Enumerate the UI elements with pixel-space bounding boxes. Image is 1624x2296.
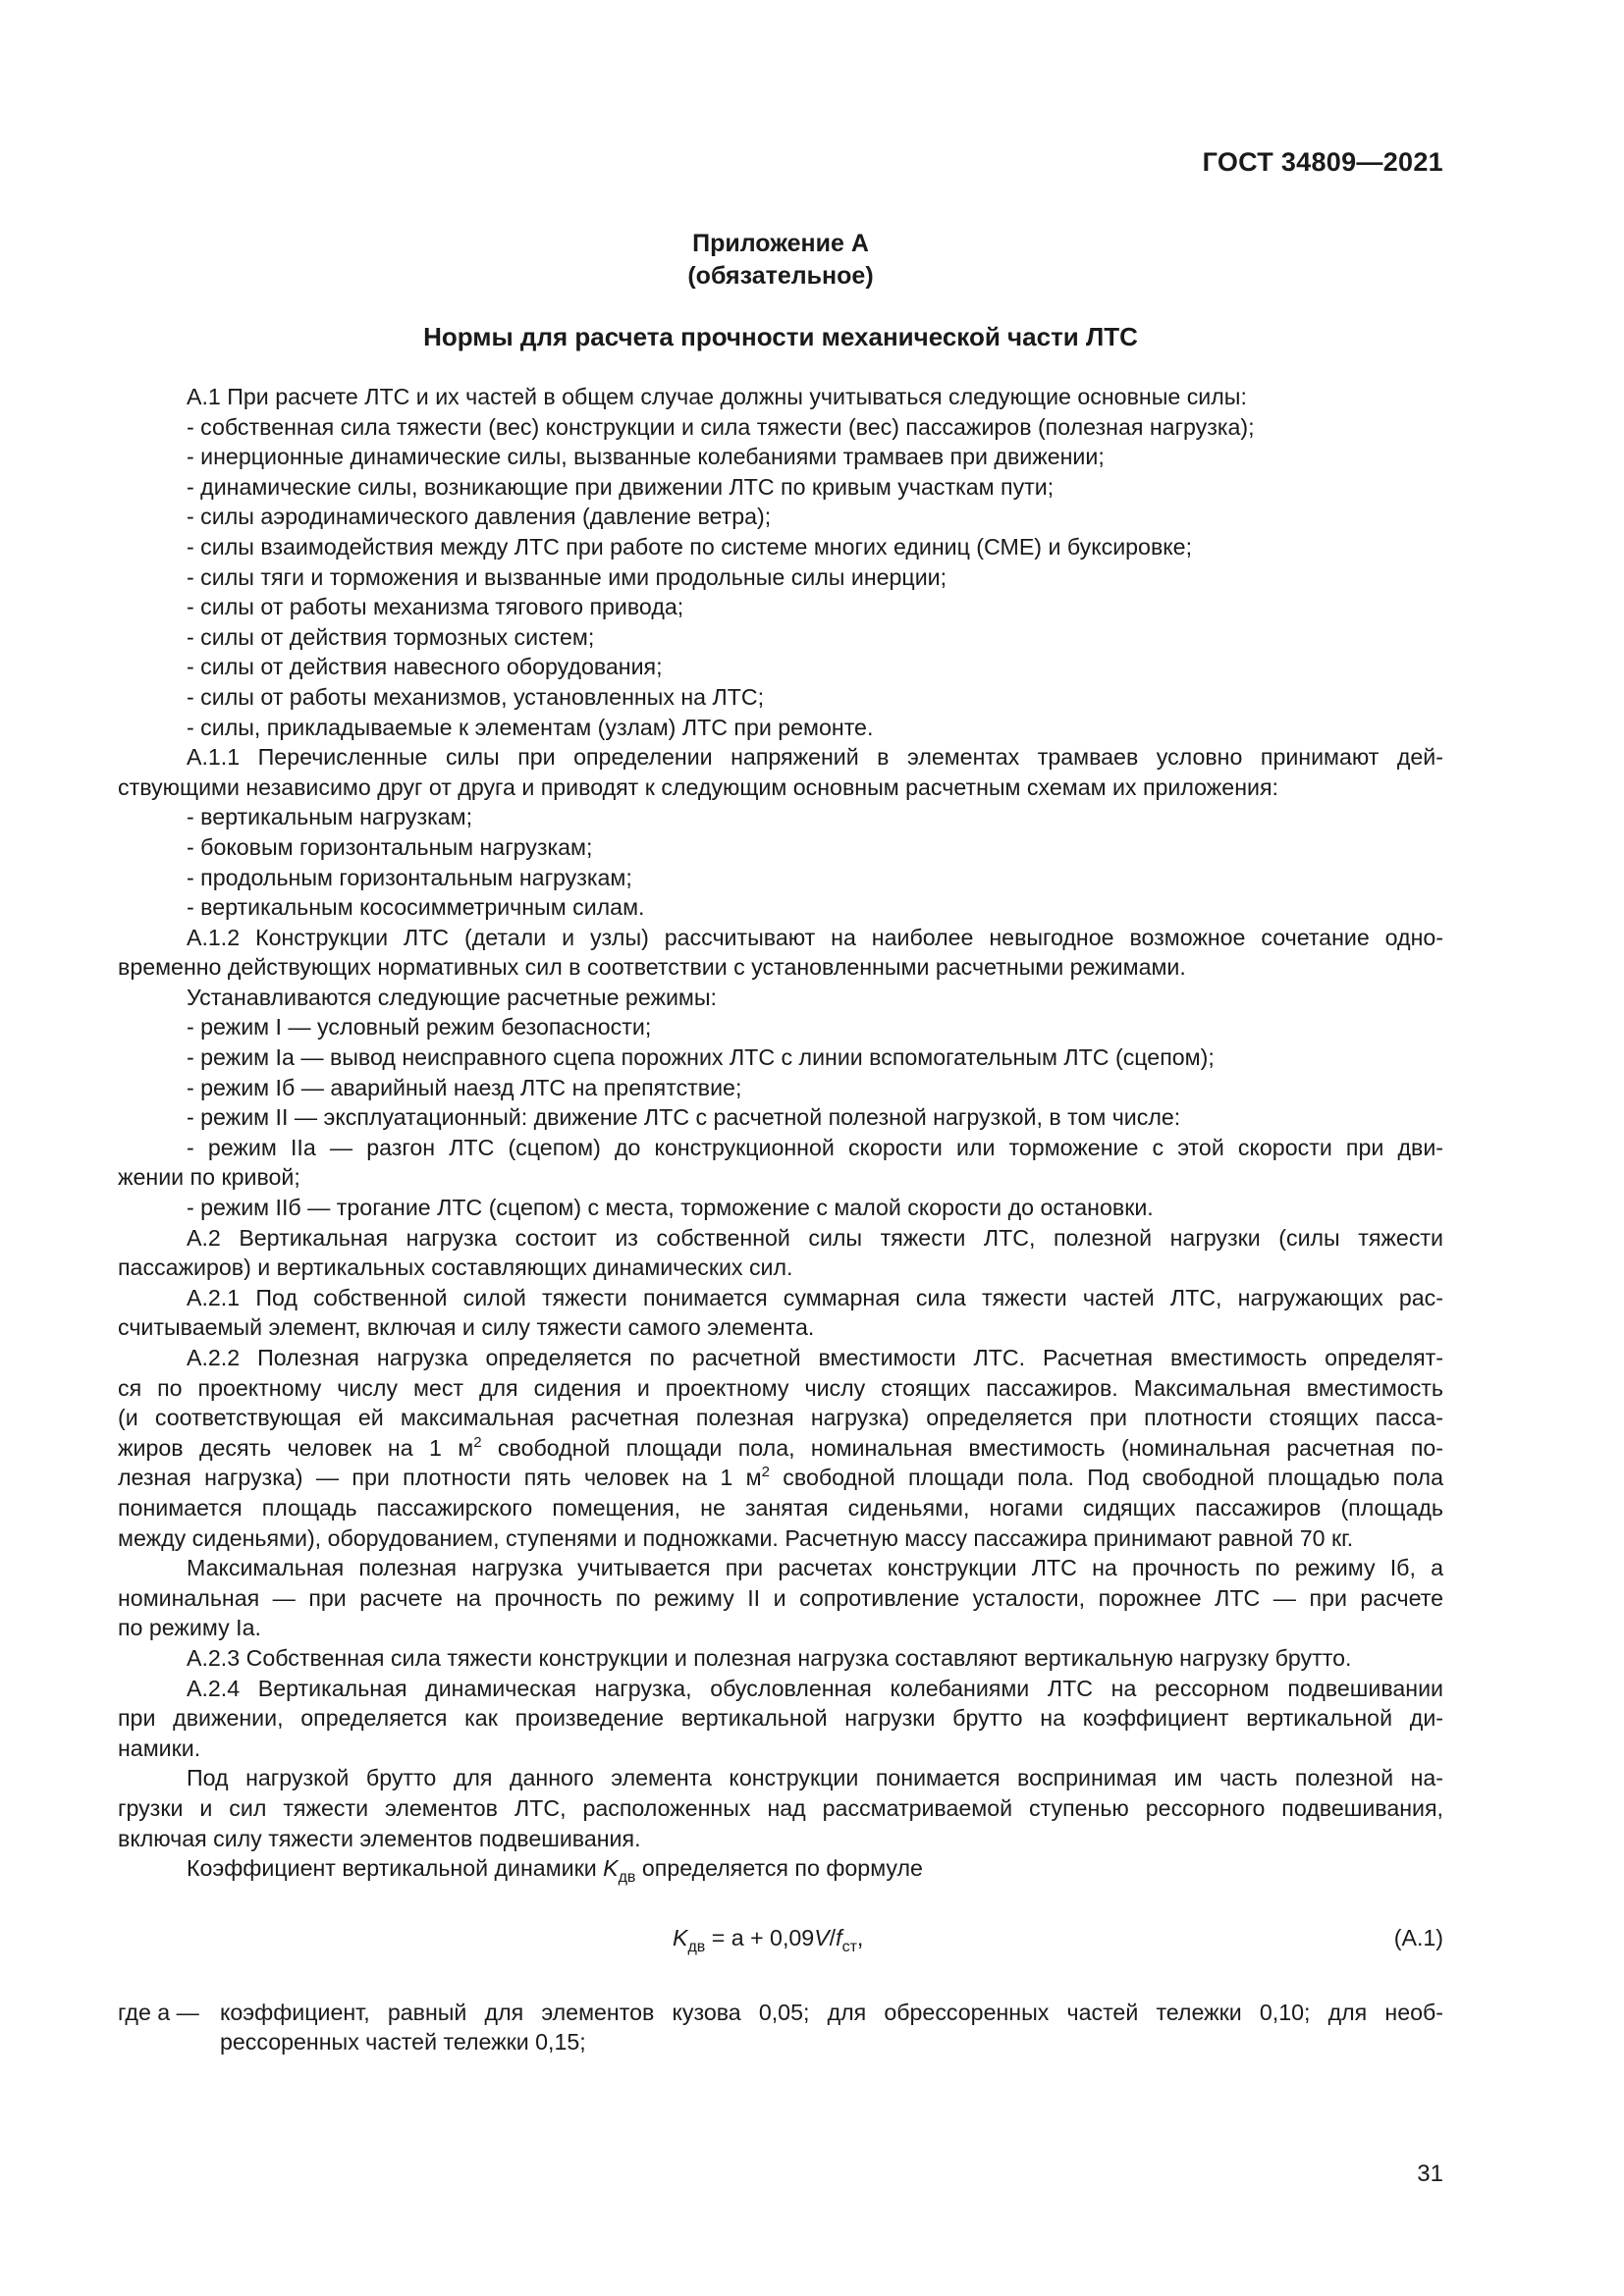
formula-number: (А.1)	[1393, 1924, 1443, 1950]
paragraph-a2: А.2 Вертикальная нагрузка состоит из собственной силы тяжести ЛТС, полезной нагрузки (силы тяжести пассажиров) и вертикальных составляющих динамических сил.	[118, 1224, 1443, 1281]
superscript: 2	[473, 1433, 482, 1451]
paragraph-a11: А.1.1 Перечисленные силы при определении напряжений в элементах трамваев условно принимают дей- ствующими независимо друг от друга и приводят к следующим основным расчетным схемам их приложения:	[118, 744, 1443, 800]
paragraph-a12: А.1.2 Конструкции ЛТС (детали и узлы) рассчитывают на наиболее невыгодное возможное сочетание одно- временно действующих нормативных сил в соответствии с установленными расчетными режимами.	[118, 924, 1443, 981]
list-item-mode-2b: - режим IIб — трогание ЛТС (сцепом) с места, торможение с малой скорости до остановки.	[187, 1195, 1154, 1221]
list-item: - силы от действия тормозных систем;	[187, 623, 595, 650]
list-item: - силы от действия навесного оборудования;	[187, 654, 663, 680]
list-item: - вертикальным кососимметричным силам.	[187, 894, 645, 921]
annex-status: (обязательное)	[687, 262, 874, 290]
list-item: - силы от работы механизмов, установленных на ЛТС;	[187, 683, 765, 710]
list-item: - режим Iб — аварийный наезд ЛТС на препятствие;	[187, 1074, 742, 1100]
standard-header: ГОСТ 34809—2021	[1202, 147, 1443, 177]
paragraph-modes-intro: Устанавливаются следующие расчетные режимы:	[187, 984, 717, 1010]
page-number: 31	[1417, 2161, 1443, 2187]
list-item: - продольным горизонтальным нагрузкам;	[187, 864, 632, 890]
annex-title: Приложение А	[692, 230, 869, 257]
paragraph-a23: А.2.3 Собственная сила тяжести конструкции и полезная нагрузка составляют вертикальную нагрузку брутто.	[187, 1644, 1352, 1671]
document-page	[118, 0, 1443, 2296]
paragraph-a24: А.2.4 Вертикальная динамическая нагрузка, обусловленная колебаниями ЛТС на рессорном подвешивании при движении, определяется как произведение вертикальной нагрузки брутто на коэффициент вертикальной ди- намики.	[118, 1675, 1443, 1761]
list-item: - режим I — условный режим безопасности;	[187, 1014, 652, 1041]
superscript: 2	[761, 1464, 770, 1481]
list-item: - боковым горизонтальным нагрузкам;	[187, 833, 593, 860]
list-item: - силы от работы механизма тягового привода;	[187, 594, 684, 620]
list-item: - вертикальным нагрузкам;	[187, 804, 473, 830]
list-item: - режим Iа — вывод неисправного сцепа порожних ЛТС с линии вспомогательным ЛТС (сцепом);	[187, 1044, 1215, 1071]
paragraph-max-load: Максимальная полезная нагрузка учитывается при расчетах конструкции ЛТС на прочность по режиму Iб, а номинальная — при расчете на прочность по режиму II и сопротивление усталости, порожнее ЛТС — при расчете по режиму Iа.	[118, 1555, 1443, 1641]
where-definition	[118, 1998, 1443, 2057]
where-text: коэффициент, равный для элементов кузова 0,05; для обрессоренных частей тележки 0,10; для необ- рессоренных частей тележки 0,15;	[220, 1999, 1443, 2056]
list-item: - собственная сила тяжести (вес) конструкции и сила тяжести (вес) пассажиров (полезная нагрузка);	[187, 413, 1255, 440]
list-item: - силы, прикладываемые к элементам (узлам) ЛТС при ремонте.	[187, 714, 874, 740]
where-label: где a —	[118, 1999, 199, 2025]
forces-list	[118, 412, 1443, 743]
list-item: - силы тяги и торможения и вызванные ими продольные силы инерции;	[187, 563, 947, 590]
list-item: - силы аэродинамического давления (давление ветра);	[187, 504, 772, 530]
paragraph-a1: А.1 При расчете ЛТС и их частей в общем случае должны учитываться следующие основные силы:	[187, 384, 1247, 409]
list-item: - динамические силы, возникающие при движении ЛТС по кривым участкам пути;	[187, 473, 1055, 500]
schemes-list	[118, 802, 1443, 922]
formula-a1	[118, 1923, 1443, 1955]
formula-expression: $K_{дв} = a + 0,09V/f_{ст}$,	[673, 1924, 864, 1955]
paragraph-coefficient: Коэффициент вертикальной динамики $K_{дв}$ определяется по формуле	[187, 1855, 923, 1887]
paragraph-a21: А.2.1 Под собственной силой тяжести понимается суммарная сила тяжести частей ЛТС, нагружающих рас- считываемый элемент, включая и силу тяжести самого элемента.	[118, 1284, 1443, 1341]
section-heading: Нормы для расчета прочности механической части ЛТС	[423, 322, 1138, 351]
modes-list	[118, 1012, 1443, 1132]
list-item: - инерционные динамические силы, вызванные колебаниями трамваев при движении;	[187, 444, 1105, 470]
document-body	[118, 382, 1443, 2057]
list-item-mode-2a: - режим IIа — разгон ЛТС (сцепом) до конструкционной скорости или торможение с этой скорости при дви- жении по кривой;	[118, 1134, 1443, 1191]
paragraph-brutto: Под нагрузкой брутто для данного элемента конструкции понимается воспринимая им часть полезной на- грузки и сил тяжести элементов ЛТС, расположенных над рассматриваемой ступенью рессорного подвешивания, включая силу тяжести элементов подвешивания.	[118, 1765, 1443, 1851]
list-item: - режим II — эксплуатационный: движение ЛТС с расчетной полезной нагрузкой, в том числе:	[187, 1104, 1181, 1131]
paragraph-a22: А.2.2 Полезная нагрузка определяется по расчетной вместимости ЛТС. Расчетная вместимость определят- ся по проектному числу мест для сидения и проектному числу стоящих пассажиров. Максимальная вместимость (и соответствующая ей максимальная расчетная полезная нагрузка) определяется при плотности стоящих пасса- жиров десять человек на 1 $м^2$ свободной площади пола, номинальная вместимость (номинальная расчетная по- лезная нагрузка) — при плотности пять человек на 1 $м^2$ свободной площади пола. Под свободной площадью пола понимается площадь пассажирского помещения, не занятая сиденьями, ногами сидящих пассажиров (площадь между сиденьями), оборудованием, ступенями и подножками. Расчетную массу пассажира принимают равной 70 кг.	[118, 1345, 1443, 1551]
list-item: - силы взаимодействия между ЛТС при работе по системе многих единиц (СМЕ) и буксировке;	[187, 533, 1193, 560]
